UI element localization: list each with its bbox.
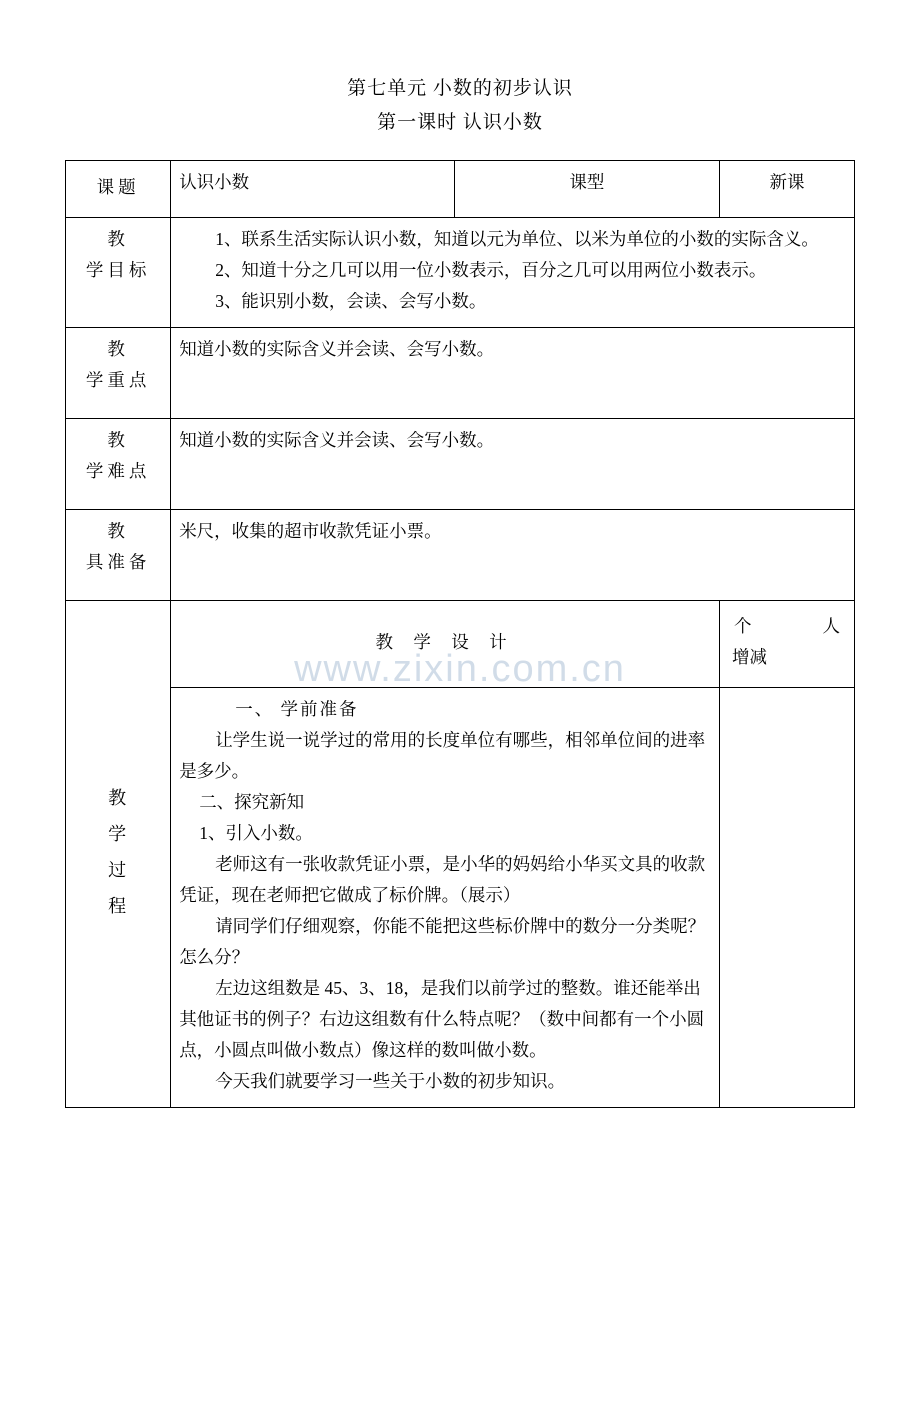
process-paragraph: 老师这有一张收款凭证小票，是小华的妈妈给小华买文具的收款凭证，现在老师把它做成了标价牌。（展示） xyxy=(179,854,706,905)
process-paragraph: 二、探究新知 xyxy=(199,792,305,812)
difficulty-label: 教 学难点 xyxy=(66,419,171,510)
table-row-difficulty xyxy=(66,419,855,510)
objective-item: 2、知道十分之几可以用一位小数表示，百分之几可以用两位小数表示。 xyxy=(215,260,767,280)
key-point-content: 知道小数的实际含义并会读、会写小数。 xyxy=(171,328,855,419)
title-block xyxy=(0,0,920,138)
process-paragraph: 左边这组数是 45、3、18，是我们以前学过的整数。谁还能举出其他证书的例子？右边这组数有什么特点呢？（数中间都有一个小圆点，小圆点叫做小数点）像这样的数叫做小数。 xyxy=(179,978,705,1060)
table-row-design-header xyxy=(66,601,855,688)
page-title: 第七单元 小数的初步认识 xyxy=(347,78,573,99)
objectives-label: 教 学目标 xyxy=(66,218,171,328)
process-paragraph: 请同学们仔细观察，你能不能把这些标价牌中的数分一分类呢？怎么分？ xyxy=(179,916,706,967)
key-point-label: 教 学重点 xyxy=(66,328,171,419)
table-row-materials xyxy=(66,510,855,601)
objective-item: 1、联系生活实际认识小数，知道以元为单位、以米为单位的小数的实际含义。 xyxy=(215,229,819,249)
lesson-type-label: 课型 xyxy=(454,161,719,218)
topic-label: 课题 xyxy=(66,161,171,218)
topic-value: 认识小数 xyxy=(171,161,455,218)
table-row-objectives xyxy=(66,218,855,328)
process-paragraph: 让学生说一说学过的常用的长度单位有哪些，相邻单位间的进率是多少。 xyxy=(179,730,706,781)
table-row-topic xyxy=(66,161,855,218)
watermark: www.zixin.com.cn xyxy=(294,648,626,690)
table-row-key-point xyxy=(66,328,855,419)
materials-label: 教 具准备 xyxy=(66,510,171,601)
process-label: 教 学 过 程 xyxy=(66,601,171,1108)
lesson-plan-table xyxy=(65,160,855,1108)
personal-adjust-label: 个 人 增减 xyxy=(720,601,855,688)
page-subtitle: 第一课时 认识小数 xyxy=(377,112,543,133)
objectives-content xyxy=(171,218,855,328)
process-content xyxy=(171,688,720,1108)
objective-item: 3、能识别小数，会读、会写小数。 xyxy=(215,291,487,311)
process-paragraph: 今天我们就要学习一些关于小数的初步知识。 xyxy=(215,1071,566,1091)
difficulty-content: 知道小数的实际含义并会读、会写小数。 xyxy=(171,419,855,510)
design-header-label: 教 学 设 计 xyxy=(171,601,720,688)
personal-adjust-content xyxy=(720,688,855,1108)
lesson-type-value: 新课 xyxy=(720,161,855,218)
materials-content: 米尺，收集的超市收款凭证小票。 xyxy=(171,510,855,601)
process-paragraph: 一、 学前准备 xyxy=(235,699,359,719)
table-row-process xyxy=(66,688,855,1108)
process-paragraph: 1、引入小数。 xyxy=(199,823,313,843)
